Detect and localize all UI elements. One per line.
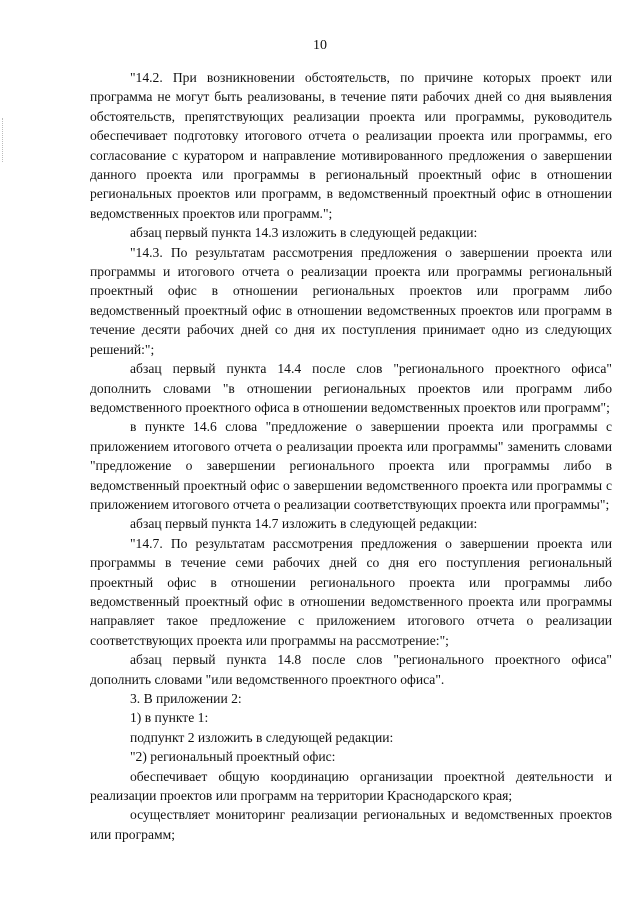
paragraph-amend-14-3: абзац первый пункта 14.3 изложить в следующей редакции: (130, 225, 478, 241)
paragraph-appendix-2: 3. В приложении 2: (130, 691, 242, 706)
scan-margin-mark (2, 118, 5, 162)
paragraph-14-3: "14.3. По результатам рассмотрения предложения о завершении проекта или программы и итогового отчета о реализации проекта или программы региональный проектный офис в отношении региональных проектов или программ либо ведомственный проектный офис в отношении ведомственных проектов или программ в течение десяти рабочих дней со дня их поступления принимает одно из следующих решений:"; (90, 244, 612, 357)
document-body (90, 68, 612, 844)
paragraph-14-7: "14.7. По результатам рассмотрения предложения о завершении проекта или программы в течение семи рабочих дней со дня его поступления региональный проектный офис в отношении регионального проекта или программы либо ведомственный проектный офис в отношении ведомственного проекта или программы направляет такое предложение с приложением итогового отчета о реализации соответствующих проекта или программы на рассмотрение:"; (90, 535, 612, 648)
paragraph-monitoring: осуществляет мониторинг реализации региональных и ведомственных проектов или программ; (90, 807, 612, 842)
paragraph-14-2: "14.2. При возникновении обстоятельств, по причине которых проект или программа не могут быть реализованы, в течение пяти рабочих дней со дня выявления обстоятельств, препятствующих реализации проекта или программы, руководитель обеспечивает подготовку итогового отчета о реализации проекта или программы, его согласование с куратором и направление мотивированного предложения о завершении данного проекта или программы в региональный проектный офис в отношении региональных проектов или программ, в ведомственный проектный офис в отношении ведомственных проектов или программ."; (90, 70, 612, 221)
paragraph-amend-14-7: абзац первый пункта 14.7 изложить в следующей редакции: (130, 516, 478, 532)
paragraph-amend-14-8: абзац первый пункта 14.8 после слов "регионального проектного офиса" дополнить словами "или ведомственного проектного офиса". (90, 652, 612, 687)
paragraph-point-1: 1) в пункте 1: (130, 710, 209, 726)
page-number: 10 (313, 38, 327, 53)
paragraph-regional-office: "2) региональный проектный офис: (130, 749, 336, 765)
paragraph-amend-14-6: в пункте 14.6 слова "предложение о завершении проекта или программы с приложением итогового отчета о реализации проекта или программы" заменить словами "предложение о завершении регионального проекта или программы либо в ведомственный проектный офис о завершении ведомственного проекта или программы с приложением итогового отчета о реализации соответствующих проекта или программы"; (90, 419, 612, 512)
paragraph-coordination: обеспечивает общую координацию организации проектной деятельности и реализации проектов или программ на территории Краснодарского края; (90, 768, 612, 804)
paragraph-subpoint-2: подпункт 2 изложить в следующей редакции: (130, 729, 394, 745)
paragraph-amend-14-4: абзац первый пункта 14.4 после слов "регионального проектного офиса" дополнить словами "в отношении региональных проектов или программ либо ведомственного проектного офиса в отношении ведомственных проектов или программ"; (90, 361, 612, 415)
